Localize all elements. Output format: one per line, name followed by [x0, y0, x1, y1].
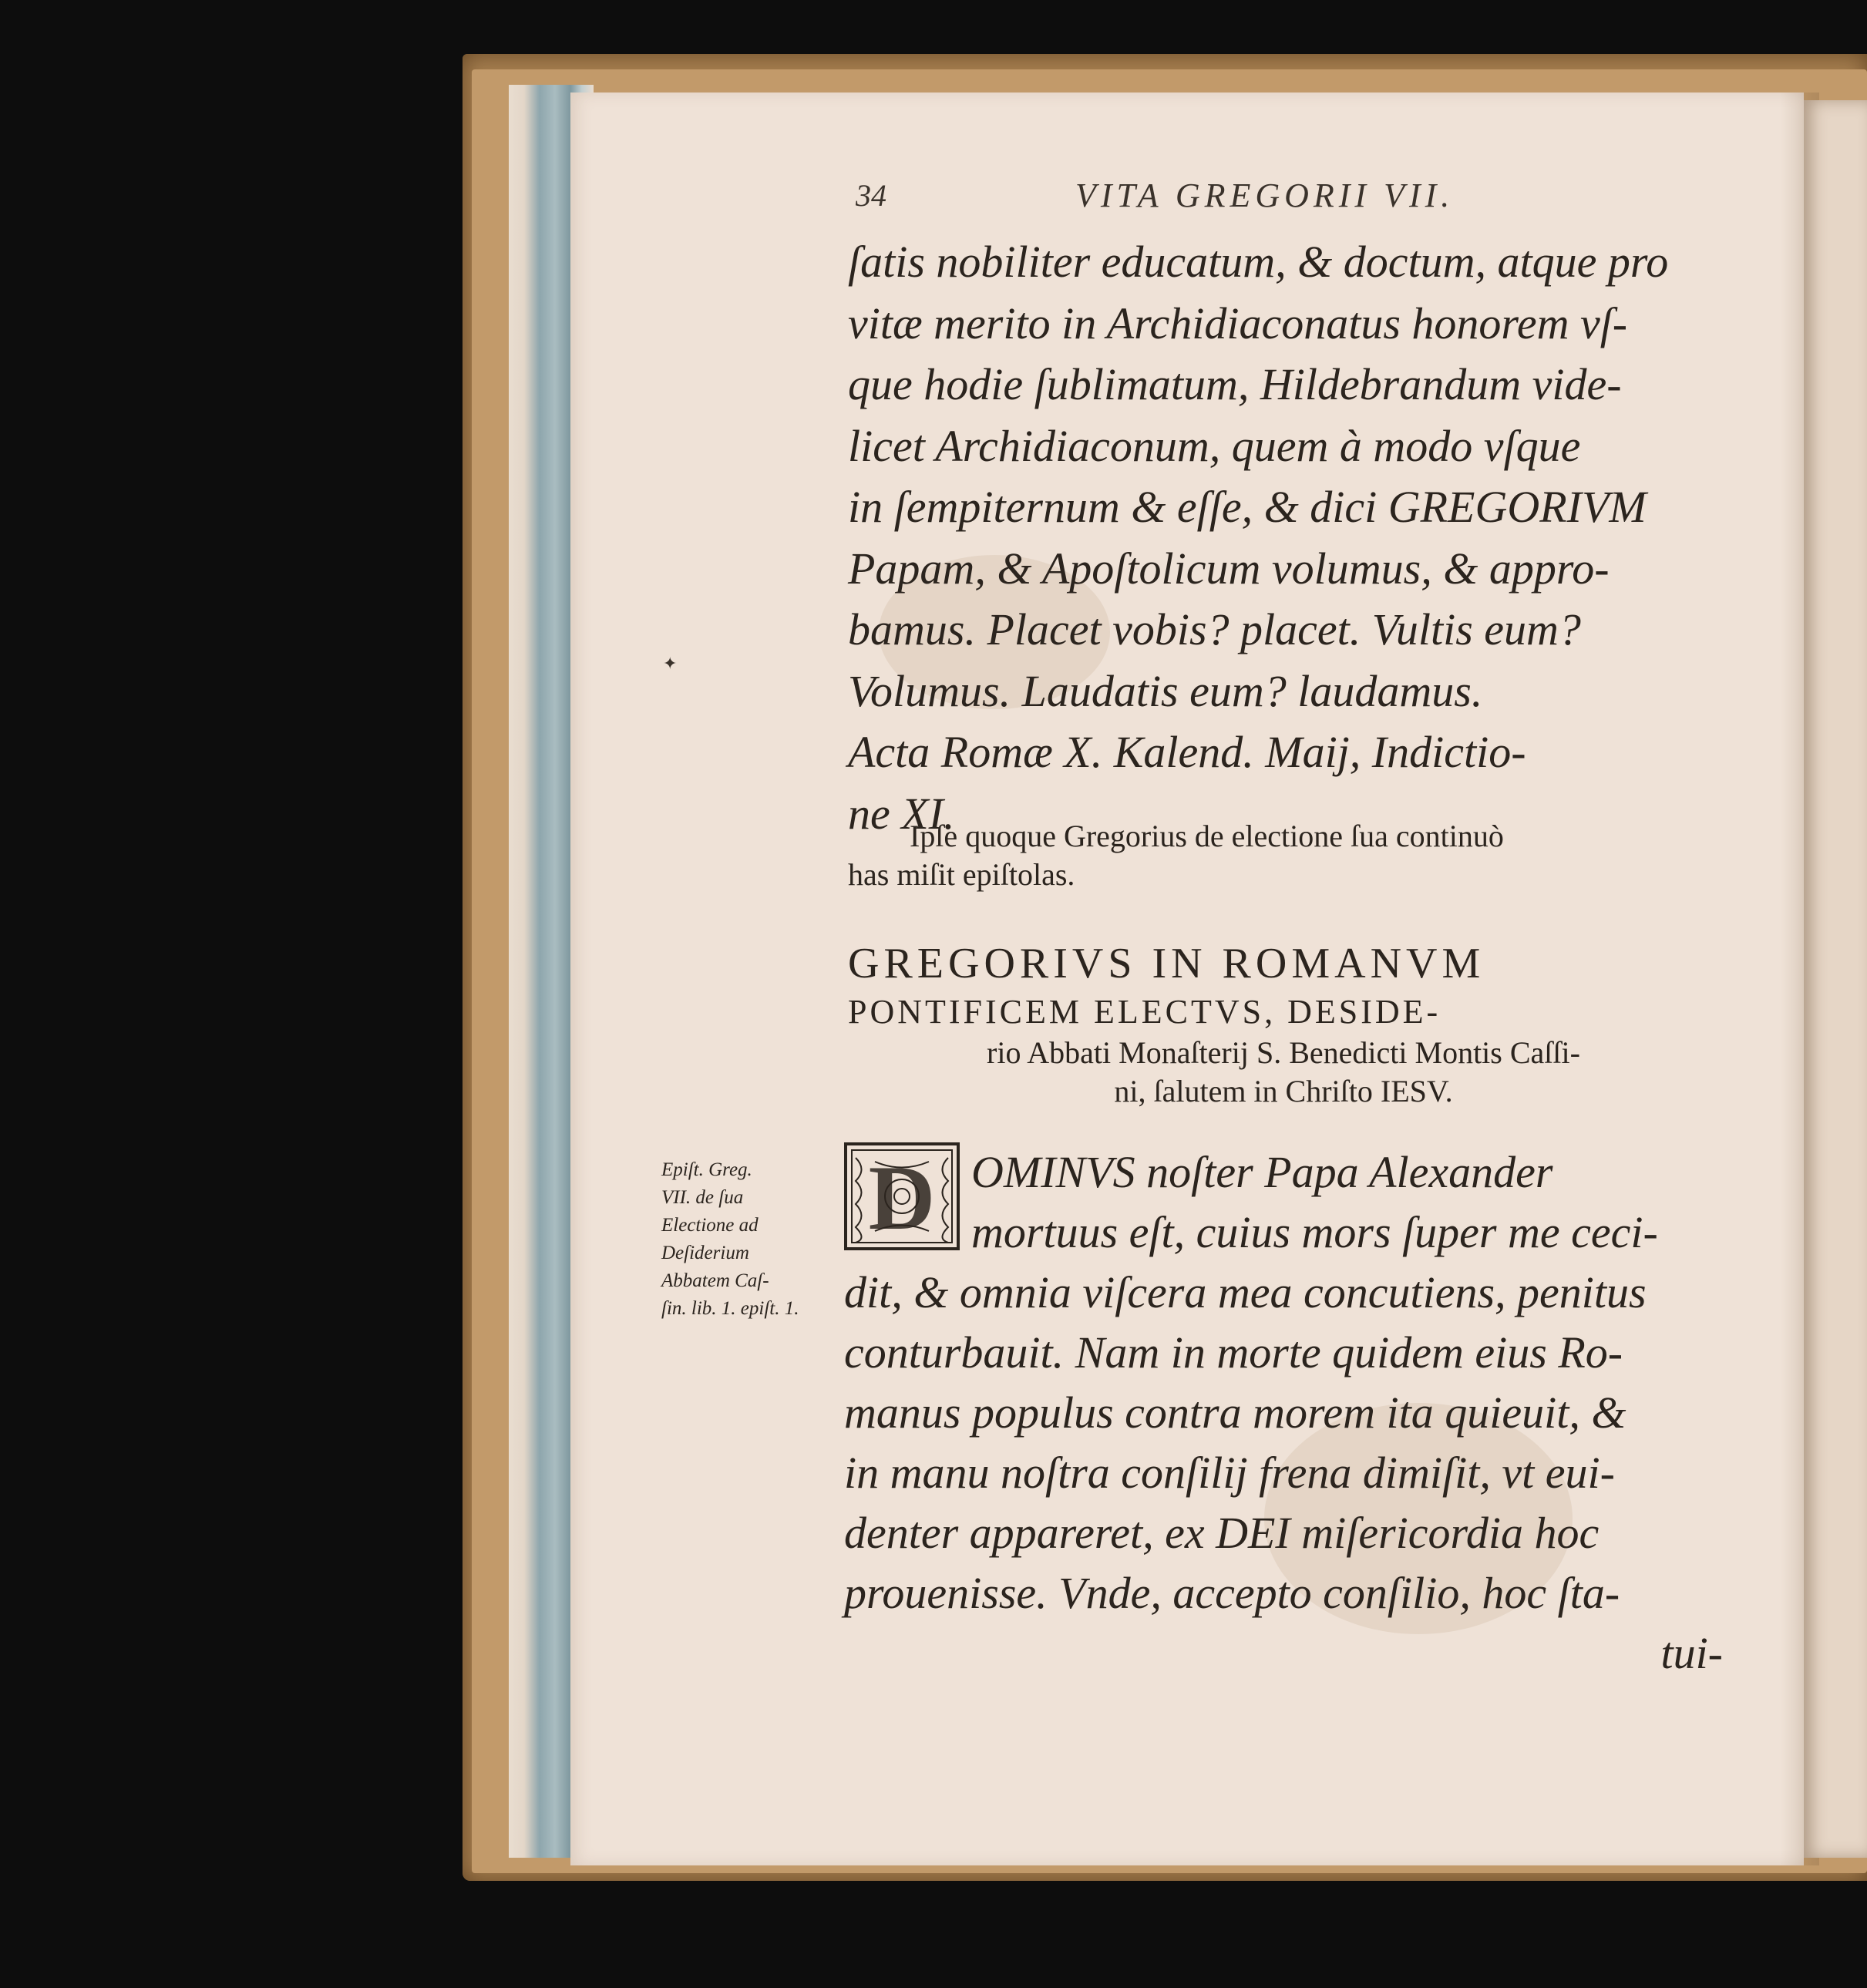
text-line: OMINVS noſter Papa Alexander	[971, 1147, 1553, 1197]
text-line: manus populus contra morem ita quieuit, &	[844, 1388, 1626, 1438]
text-line: prouenisse. Vnde, accepto conſilio, hoc ſta-	[844, 1568, 1620, 1618]
heading-line: rio Abbati Monaſterij S. Benedicti Montis Caſſi-	[987, 1035, 1580, 1070]
facing-page-edge	[1804, 100, 1867, 1858]
text-line: conturbauit. Nam in morte quidem eius Ro-	[844, 1327, 1623, 1377]
heading-line: ni, ſalutem in Chriſto IESV.	[1114, 1074, 1453, 1108]
margin-line: ſin. lib. 1. epiſt. 1.	[661, 1298, 799, 1319]
margin-line: Epiſt. Greg.	[661, 1159, 752, 1180]
text-line: Ipſe quoque Gregorius de electione ſua continuò	[910, 819, 1504, 853]
text-line: Volumus. Laudatis eum? laudamus.	[848, 665, 1483, 716]
margin-line: Abbatem Caſ-	[661, 1270, 769, 1291]
running-title: VITA GREGORII VII.	[1075, 177, 1455, 214]
catchword: tui-	[1660, 1628, 1723, 1678]
heading-line: GREGORIVS IN ROMANVM	[848, 940, 1485, 987]
text-line: ſatis nobiliter educatum, & doctum, atque pro	[848, 237, 1669, 287]
text-line: in ſempiternum & eſſe, & dici GREGORIVM	[848, 482, 1647, 532]
text-line: dit, & omnia viſcera mea concutiens, penitus	[844, 1267, 1647, 1317]
text-line: mortuus eſt, cuius mors ſuper me ceci-	[971, 1207, 1658, 1257]
margin-line: Deſiderium	[661, 1243, 749, 1263]
text-line: ne XI.	[848, 788, 955, 839]
heading-line: PONTIFICEM ELECTVS, DESIDE-	[848, 993, 1441, 1031]
text-line: Acta Romæ X. Kalend. Maij, Indictio-	[848, 727, 1526, 777]
text-line: vitæ merito in Archidiaconatus honorem vſ-	[848, 298, 1628, 348]
letter-heading	[848, 937, 1719, 1111]
margin-line: VII. de ſua	[661, 1187, 744, 1208]
text-line: Papam, & Apoſtolicum volumus, & appro-	[848, 543, 1610, 594]
text-line: que hodie ſublimatum, Hildebrandum vide-	[848, 359, 1622, 409]
marginal-note	[661, 1156, 839, 1323]
decree-text	[848, 231, 1719, 844]
intro-paragraph	[848, 817, 1719, 894]
text-line: has miſit epiſtolas.	[848, 857, 1075, 892]
printer-mark-ornament: ✦	[663, 654, 678, 673]
text-line: bamus. Placet vobis? placet. Vultis eum?	[848, 604, 1581, 654]
text-line: denter appareret, ex DEI miſericordia hoc	[844, 1508, 1600, 1558]
margin-line: Electione ad	[661, 1215, 759, 1236]
initial-letter: D	[868, 1146, 936, 1249]
folio-number: 34	[856, 178, 886, 213]
text-line: licet Archidiaconum, quem à modo vſque	[848, 420, 1581, 471]
letter-text	[844, 1142, 1723, 1684]
text-line: in manu noſtra conſilij frena dimiſit, vt eui-	[844, 1448, 1615, 1498]
